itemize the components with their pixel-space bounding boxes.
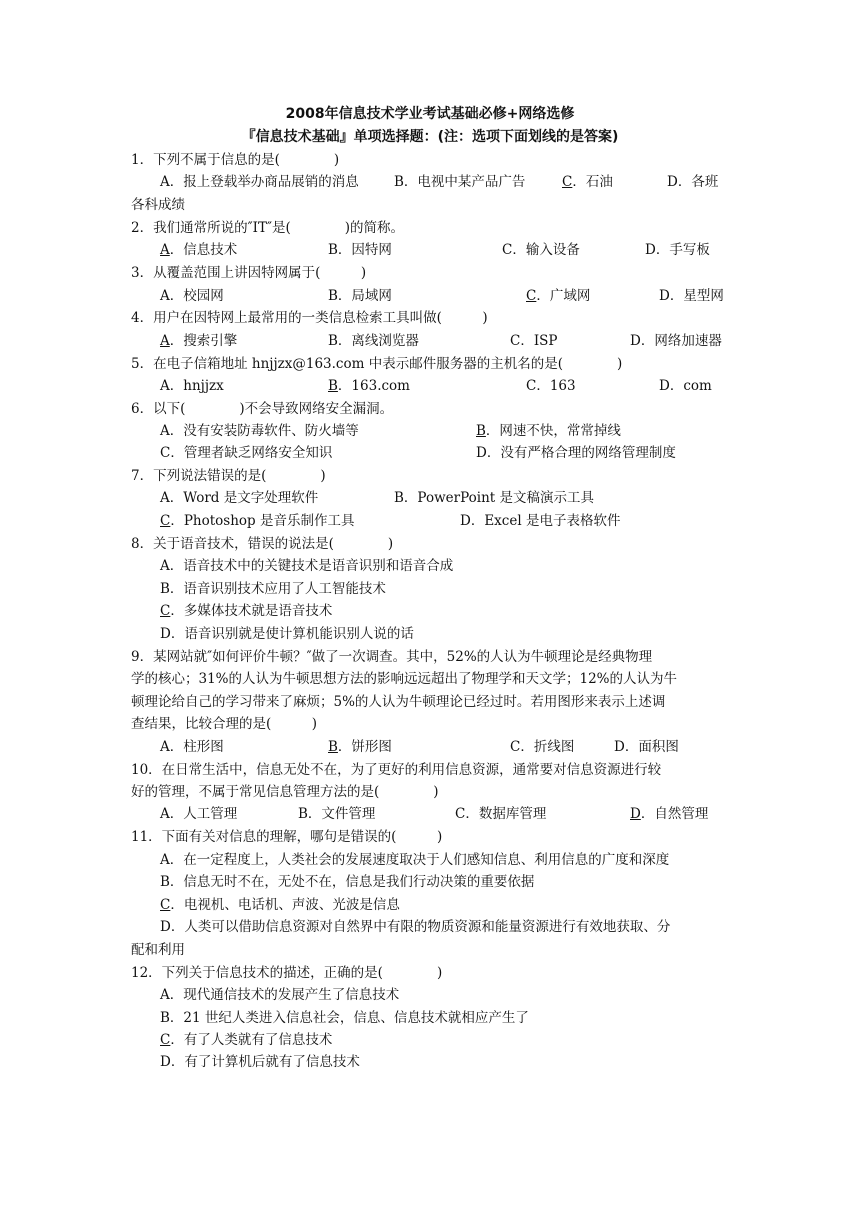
answer-option [460,511,620,531]
page-subtitle: 『信息技术基础』单项选择题：(注：选项下面划线的是答案) [241,129,619,145]
answer-option [394,172,525,192]
option-text: ．Excel 是电子表格软件 [470,513,621,529]
answer-option [562,172,613,192]
question-stem: 1．下列不属于信息的是( ) [131,152,340,168]
answer-option [160,1030,332,1050]
option-text: ．石油 [572,174,613,190]
answer-option [510,737,574,757]
option-text: ．校园网 [169,288,224,304]
option-letter: D [160,1054,171,1070]
option-letter: C [510,739,521,755]
answer-option [614,737,679,757]
answer-option [645,240,710,260]
option-text: ．Word 是文字处理软件 [169,490,319,506]
answer-option [659,376,712,396]
option-text: ．因特网 [337,242,392,258]
question-stem: 9．某网站就″如何评价牛顿？″做了一次调查。其中，52%的人认为牛顿理论是经典物理 [131,649,653,665]
option-letter: D [160,919,171,935]
option-text: ．局域网 [337,288,392,304]
option-text: ．在一定程度上，人类社会的发展速度取决于人们感知信息、利用信息的广度和深度 [169,852,670,868]
answer-option [328,286,392,306]
option-letter: D [659,288,670,304]
option-letter: D [667,174,678,190]
question-stem: 4．用户在因特网上最常用的一类信息检索工具叫做( ) [131,310,488,326]
option-letter: B [328,378,338,394]
answer-option [160,172,359,192]
answer-option [160,895,400,915]
question-stem: 10．在日常生活中，信息无处不在，为了更好的利用信息资源，通常要对信息资源进行较 [131,762,662,778]
option-text: ．信息技术 [169,242,238,258]
option-letter: B [394,490,404,506]
option-text: ．语音技术中的关键技术是语音识别和语音合成 [169,558,454,574]
option-letter: B [160,581,170,597]
answer-option [328,376,410,396]
answer-option [160,737,224,757]
option-letter: A [160,242,170,258]
answer-option [160,985,399,1005]
answer-option [667,172,718,192]
option-letter: D [645,242,656,258]
option-text: ．有了人类就有了信息技术 [170,1032,333,1048]
answer-option [630,804,708,824]
answer-option [160,331,237,351]
option-letter: B [328,288,338,304]
option-letter: B [160,1010,170,1026]
option-letter: A [160,423,170,439]
question-stem-continued: 顿理论给自己的学习带来了麻烦；5%的人认为牛顿理论已经过时。若用图形来表示上述调 [131,694,666,710]
option-letter: A [160,378,170,394]
option-text: ．现代通信技术的发展产生了信息技术 [169,987,400,1003]
option-letter: D [614,739,625,755]
answer-option [455,804,546,824]
answer-option [160,511,355,531]
option-text: ．163 [536,378,576,394]
option-text: ．面积图 [624,739,679,755]
answer-option [160,240,237,260]
option-letter: C [160,1032,171,1048]
option-text: ．离线浏览器 [337,333,419,349]
option-text: ．语音识别就是使计算机能识别人说的话 [170,626,414,642]
question-stem: 8．关于语音技术，错误的说法是( ) [131,536,394,552]
option-letter: A [160,288,170,304]
option-letter: B [160,874,170,890]
question-stem: 11．下面有关对信息的理解，哪句是错误的( ) [131,829,443,845]
page-title: 2008年信息技术学业考试基础必修+网络选修 [285,106,575,122]
option-letter: A [160,852,170,868]
answer-option [328,331,419,351]
option-text: ．hnjjzx [169,378,224,394]
option-continued: 各科成绩 [131,197,185,213]
answer-option [659,286,724,306]
option-text: ．折线图 [520,739,575,755]
option-letter: D [476,445,487,461]
question-stem: 7．下列说法错误的是( ) [131,468,326,484]
option-letter: C [502,242,513,258]
option-text: ．广域网 [536,288,591,304]
question-stem: 2．我们通常所说的″IT″是( )的简称。 [131,220,405,236]
option-text: ．信息无时不在，无处不在，信息是我们行动决策的重要依据 [169,874,535,890]
answer-option [526,286,590,306]
option-letter: A [160,806,170,822]
option-text: ．com [669,378,712,394]
option-text: ．搜索引擎 [169,333,238,349]
option-text: ．PowerPoint 是文稿演示工具 [403,490,594,506]
answer-option [160,804,237,824]
option-letter: C [455,806,466,822]
option-text: ．文件管理 [307,806,376,822]
answer-option [298,804,375,824]
option-text: ．电视中某产品广告 [403,174,526,190]
option-letter: D [630,333,641,349]
answer-option [160,624,414,644]
option-text: ．人类可以借助信息资源对自然界中有限的物质资源和能量资源进行有效地获取、分 [170,919,671,935]
option-text: ．数据库管理 [465,806,547,822]
option-letter: A [160,333,170,349]
option-text: ．电视机、电话机、声波、光波是信息 [170,897,400,913]
option-letter: A [160,174,170,190]
option-letter: C [160,445,171,461]
question-stem: 3．从覆盖范围上讲因特网属于( ) [131,265,367,281]
option-letter: B [328,242,338,258]
question-stem-continued: 好的管理，不属于常见信息管理方法的是( ) [131,784,439,800]
answer-option [160,850,669,870]
option-letter: C [160,513,171,529]
option-letter: A [160,739,170,755]
option-letter: A [160,987,170,1003]
option-text: ．柱形图 [169,739,224,755]
option-letter: D [460,513,471,529]
option-letter: C [160,603,171,619]
answer-option [328,240,392,260]
option-text: ．人工管理 [169,806,238,822]
option-letter: D [160,626,171,642]
answer-option [160,601,332,621]
answer-option [160,556,453,576]
question-stem-continued: 学的核心；31%的人认为牛顿思想方法的影响远远超出了物理学和天文学；12%的人认为牛 [131,671,678,687]
answer-option [526,376,576,396]
answer-option [160,286,224,306]
option-text: ．手写板 [655,242,710,258]
option-letter: C [526,378,537,394]
option-letter: A [160,490,170,506]
answer-option [328,737,392,757]
option-letter: B [394,174,404,190]
option-letter: D [630,806,641,822]
answer-option [510,331,558,351]
option-letter: B [476,423,486,439]
option-text: ．网络加速器 [640,333,722,349]
question-stem: 12．下列关于信息技术的描述，正确的是( ) [131,965,443,981]
option-text: ．ISP [520,333,558,349]
option-text: ．没有严格合理的网络管理制度 [486,445,676,461]
option-text: ．语音识别技术应用了人工智能技术 [169,581,386,597]
answer-option [160,421,359,441]
answer-option [476,443,676,463]
option-text: ．报上登载举办商品展销的消息 [169,174,359,190]
option-letter: C [510,333,521,349]
option-letter: B [298,806,308,822]
option-letter: A [160,558,170,574]
answer-option [160,376,224,396]
option-continued: 配和利用 [131,942,185,958]
answer-option [160,579,386,599]
option-text: ．饼形图 [337,739,392,755]
answer-option [160,443,332,463]
option-text: ．网速不快，常常掉线 [485,423,621,439]
option-text: ．没有安装防毒软件、防火墙等 [169,423,359,439]
option-text: ．自然管理 [640,806,709,822]
option-text: ．各班 [677,174,719,190]
option-letter: B [328,333,338,349]
question-stem: 5．在电子信箱地址 hnjjzx@163.com 中表示邮件服务器的主机名的是( ) [131,356,623,372]
answer-option [160,1052,360,1072]
option-text: ．星型网 [669,288,724,304]
question-stem: 6．以下( )不会导致网络安全漏洞。 [131,401,394,417]
option-text: ．163.com [337,378,410,394]
option-letter: C [160,897,171,913]
option-text: ．管理者缺乏网络安全知识 [170,445,333,461]
answer-option [160,872,534,892]
answer-option [160,488,318,508]
answer-option [160,1008,529,1028]
question-stem-continued: 查结果，比较合理的是( ) [131,716,318,732]
answer-option [476,421,621,441]
option-letter: B [328,739,338,755]
option-text: ．21 世纪人类进入信息社会，信息、信息技术就相应产生了 [169,1010,529,1026]
option-letter: C [562,174,573,190]
option-text: ．输入设备 [512,242,580,258]
answer-option [394,488,594,508]
option-text: ．有了计算机后就有了信息技术 [170,1054,360,1070]
option-letter: C [526,288,537,304]
option-text: ．多媒体技术就是语音技术 [170,603,333,619]
answer-option [160,917,670,937]
option-letter: D [659,378,670,394]
option-text: ．Photoshop 是音乐制作工具 [170,513,355,529]
answer-option [630,331,722,351]
answer-option [502,240,580,260]
